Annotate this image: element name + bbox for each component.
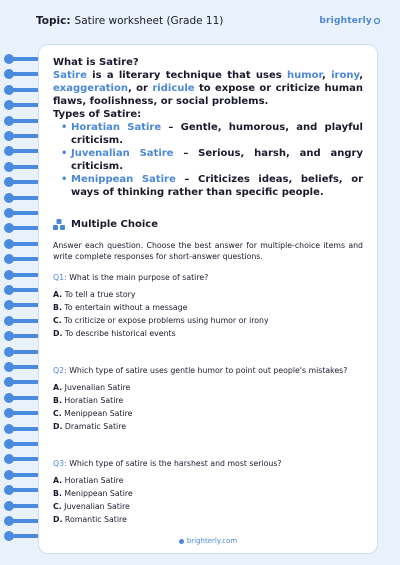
ring-wire <box>9 396 39 400</box>
ring-wire <box>9 473 39 477</box>
ring-wire <box>9 457 39 461</box>
type-name: Juvenalian Satire <box>71 148 174 159</box>
keyword-highlight: exaggeration <box>53 83 128 94</box>
option-text: Romantic Satire <box>64 515 127 524</box>
type-item <box>61 173 363 199</box>
question-text <box>53 273 363 282</box>
answer-option[interactable] <box>53 500 363 513</box>
option-letter: C. <box>53 502 62 511</box>
ring-wire <box>9 365 39 369</box>
option-letter: B. <box>53 396 62 405</box>
ring-wire <box>9 504 39 508</box>
question-number: Q2: <box>53 366 67 375</box>
question-number: Q1: <box>53 273 67 282</box>
binding-ring <box>4 531 38 541</box>
keyword-highlight: ridicule <box>152 83 195 94</box>
binding-ring <box>4 285 38 295</box>
ring-wire <box>9 119 39 123</box>
topic-label: Topic: <box>36 15 71 27</box>
option-letter: A. <box>53 476 63 485</box>
ring-wire <box>9 149 39 153</box>
mc-instructions: Answer each question. Choose the best answer for multiple-choice items and write complete responses for short-answer questions. <box>53 241 363 261</box>
option-text: Menippean Satire <box>64 489 133 498</box>
dot-icon <box>179 539 184 544</box>
footer-url[interactable]: brighterly.com <box>186 537 238 545</box>
binding-ring <box>4 270 38 280</box>
binding-ring <box>4 116 38 126</box>
answer-option[interactable] <box>53 420 363 433</box>
ring-wire <box>9 211 39 215</box>
ring-wire <box>9 319 39 323</box>
answer-option[interactable] <box>53 407 363 420</box>
binding-ring <box>4 177 38 187</box>
bullet-icon: • <box>61 148 68 159</box>
logo-text: brighterly <box>319 16 372 26</box>
ring-wire <box>9 72 39 76</box>
bullet-icon: • <box>61 122 68 133</box>
option-letter: D. <box>53 515 63 524</box>
option-text: To entertain without a message <box>64 303 188 312</box>
keyword-highlight: humor <box>287 70 323 81</box>
option-text: To criticize or expose problems using humor or irony <box>64 316 269 325</box>
ring-wire <box>9 334 39 338</box>
option-text: Juvenalian Satire <box>64 383 131 392</box>
binding-ring <box>4 85 38 95</box>
ring-wire <box>9 442 39 446</box>
binding-ring <box>4 300 38 310</box>
binding-ring <box>4 362 38 372</box>
option-letter: C. <box>53 409 62 418</box>
option-text: Dramatic Satire <box>64 422 127 431</box>
type-description: – Criticizes ideas, beliefs, or ways of thinking rather than specific people. <box>71 174 363 198</box>
answer-option[interactable] <box>53 487 363 500</box>
question-text <box>53 459 363 468</box>
question-prompt: Which type of satire uses gentle humor to point out people's mistakes? <box>69 366 348 375</box>
binding-ring <box>4 54 38 64</box>
binding-ring <box>4 501 38 511</box>
answer-option[interactable] <box>53 474 363 487</box>
option-letter: C. <box>53 316 62 325</box>
intro-title: What is Satire? <box>53 57 139 68</box>
ring-wire <box>9 273 39 277</box>
binding-ring <box>4 146 38 156</box>
ring-wire <box>9 488 39 492</box>
ring-wire <box>9 165 39 169</box>
binding-ring <box>4 331 38 341</box>
mc-header <box>53 219 363 230</box>
ring-wire <box>9 180 39 184</box>
intro-text: , <box>322 70 332 81</box>
ring-wire <box>9 534 39 538</box>
question-prompt: What is the main purpose of satire? <box>69 273 209 282</box>
option-letter: A. <box>53 290 63 299</box>
intro-text: to expose or criticize human flaws, foolishness, or social problems. <box>53 83 363 107</box>
option-letter: B. <box>53 489 62 498</box>
intro-text: is a literary technique that uses <box>86 70 288 81</box>
question-prompt: Which type of satire is the harshest and most serious? <box>69 459 282 468</box>
bullet-icon: • <box>61 174 68 185</box>
binding-ring <box>4 193 38 203</box>
binding-ring <box>4 408 38 418</box>
intro-paragraph <box>53 69 363 108</box>
ring-wire <box>9 134 39 138</box>
type-name: Horatian Satire <box>71 122 162 133</box>
option-text: Juvenalian Satire <box>64 502 130 511</box>
keyword-highlight: irony <box>331 70 360 81</box>
option-text: Menippean Satire <box>64 409 133 418</box>
question-number: Q3: <box>53 459 67 468</box>
ring-wire <box>9 257 39 261</box>
intro-text: , or <box>127 83 153 94</box>
option-letter: B. <box>53 303 62 312</box>
answer-option[interactable] <box>53 314 363 327</box>
brighterly-logo-icon <box>373 17 381 25</box>
type-description: – Serious, harsh, and angry criticism. <box>71 148 363 172</box>
blocks-icon <box>53 219 65 230</box>
ring-wire <box>9 350 39 354</box>
ring-wire <box>9 103 39 107</box>
option-letter: D. <box>53 329 63 338</box>
ring-wire <box>9 57 39 61</box>
answer-option[interactable] <box>53 301 363 314</box>
binding-ring <box>4 393 38 403</box>
answer-option[interactable] <box>53 381 363 394</box>
ring-wire <box>9 519 39 523</box>
binding-ring <box>4 454 38 464</box>
binding-ring <box>4 208 38 218</box>
binding-ring <box>4 239 38 249</box>
ring-wire <box>9 427 39 431</box>
binding-ring <box>4 100 38 110</box>
binding-ring <box>4 485 38 495</box>
worksheet-header <box>36 10 381 32</box>
ring-wire <box>9 196 39 200</box>
option-text: Horatian Satire <box>64 396 124 405</box>
brighterly-logo <box>319 16 381 26</box>
ring-wire <box>9 411 39 415</box>
binding-ring <box>4 377 38 387</box>
binding-ring <box>4 254 38 264</box>
ring-wire <box>9 88 39 92</box>
types-title: Types of Satire: <box>53 109 142 120</box>
binding-ring <box>4 69 38 79</box>
binding-ring <box>4 516 38 526</box>
binding-ring <box>4 470 38 480</box>
binding-ring <box>4 316 38 326</box>
topic-line <box>36 15 223 27</box>
type-item <box>61 121 363 147</box>
binding-ring <box>4 347 38 357</box>
ring-wire <box>9 226 39 230</box>
question-block <box>53 273 363 340</box>
question-list <box>53 273 363 526</box>
option-text: To describe historical events <box>64 329 176 338</box>
answer-option[interactable] <box>53 394 363 407</box>
ring-wire <box>9 303 39 307</box>
option-text: To tell a true story <box>64 290 136 299</box>
question-block <box>53 366 363 433</box>
answer-option[interactable] <box>53 327 363 340</box>
option-letter: D. <box>53 422 63 431</box>
keyword-highlight: Satire <box>53 70 87 81</box>
binding-ring <box>4 424 38 434</box>
ring-wire <box>9 242 39 246</box>
ring-wire <box>9 380 39 384</box>
spiral-binding <box>0 44 40 544</box>
topic-value: Satire worksheet (Grade 11) <box>74 15 224 27</box>
option-letter: A. <box>53 383 63 392</box>
mc-title: Multiple Choice <box>71 219 159 230</box>
worksheet-page <box>38 44 378 554</box>
answer-option[interactable] <box>53 513 363 526</box>
type-item <box>61 147 363 173</box>
type-description: – Gentle, humorous, and playful criticism. <box>71 122 363 146</box>
types-list <box>53 121 363 199</box>
binding-ring <box>4 439 38 449</box>
ring-wire <box>9 288 39 292</box>
footer <box>38 537 378 545</box>
binding-ring <box>4 131 38 141</box>
answer-option[interactable] <box>53 288 363 301</box>
intro-text: , <box>359 70 364 81</box>
binding-ring <box>4 223 38 233</box>
option-text: Horatian Satire <box>64 476 124 485</box>
binding-ring <box>4 162 38 172</box>
question-block <box>53 459 363 526</box>
question-text <box>53 366 363 375</box>
type-name: Menippean Satire <box>71 174 176 185</box>
